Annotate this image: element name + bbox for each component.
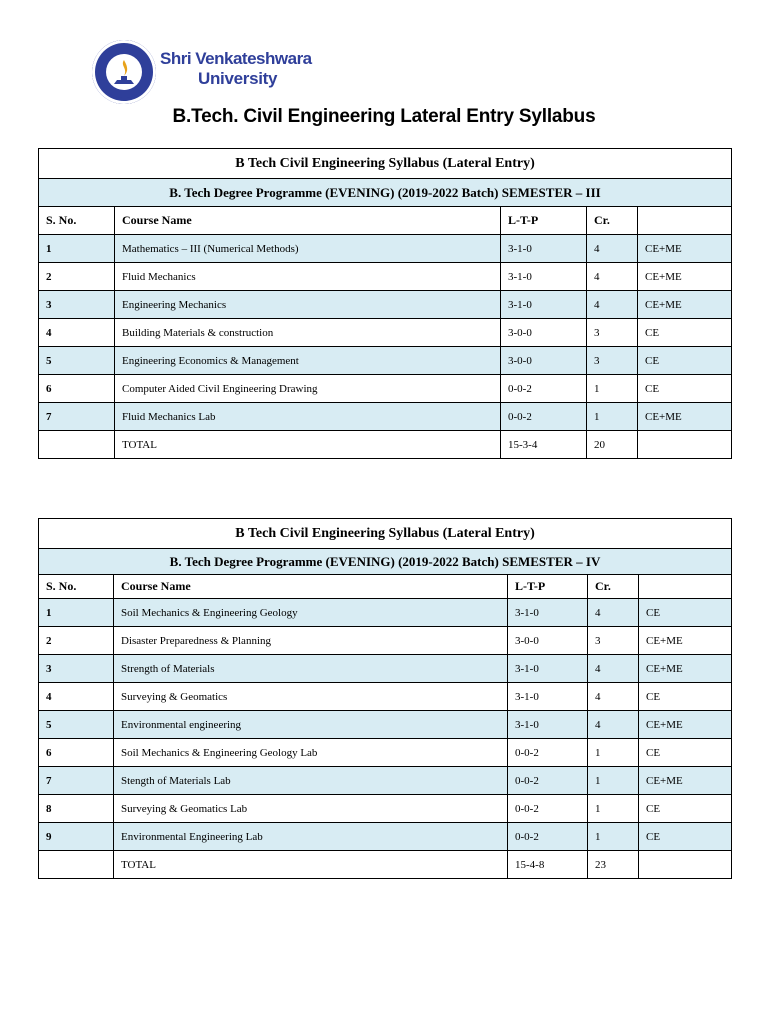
course-name-cell: Surveying & Geomatics <box>114 683 508 711</box>
branch-cell: CE <box>639 599 732 627</box>
ltp-cell: 3-1-0 <box>501 235 587 263</box>
sno-cell: 6 <box>39 375 115 403</box>
branch-cell: CE+ME <box>639 627 732 655</box>
semester-iii-table <box>38 148 732 459</box>
sno-cell: 2 <box>39 263 115 291</box>
university-logo <box>92 40 312 104</box>
ltp-cell: 3-1-0 <box>508 683 588 711</box>
column-header-sno: S. No. <box>39 575 114 599</box>
sno-cell: 1 <box>39 599 114 627</box>
course-name-cell: Soil Mechanics & Engineering Geology Lab <box>114 739 508 767</box>
column-header-course-name: Course Name <box>114 575 508 599</box>
table-heading: B Tech Civil Engineering Syllabus (Lateral Entry) <box>39 519 732 549</box>
ltp-cell: 3-1-0 <box>508 711 588 739</box>
course-name-cell: Environmental engineering <box>114 711 508 739</box>
table-subheading: B. Tech Degree Programme (EVENING) (2019-2022 Batch) SEMESTER – IV <box>39 549 732 575</box>
sno-cell: 3 <box>39 655 114 683</box>
table-row <box>39 235 732 263</box>
credits-cell: 3 <box>587 347 638 375</box>
ltp-cell: 0-0-2 <box>508 739 588 767</box>
credits-cell: 4 <box>587 263 638 291</box>
table-row <box>39 599 732 627</box>
page-title: B.Tech. Civil Engineering Lateral Entry Syllabus <box>172 106 596 127</box>
semester-iv-table <box>38 518 732 879</box>
course-name-cell: Fluid Mechanics <box>115 263 501 291</box>
column-header-branch <box>638 207 732 235</box>
course-name-cell: Strength of Materials <box>114 655 508 683</box>
ltp-cell: 0-0-2 <box>501 375 587 403</box>
sno-cell: 2 <box>39 627 114 655</box>
ltp-cell: 3-1-0 <box>508 655 588 683</box>
total-row <box>39 851 732 879</box>
credits-cell: 3 <box>588 627 639 655</box>
total-branch-cell <box>639 851 732 879</box>
course-name-cell: Computer Aided Civil Engineering Drawing <box>115 375 501 403</box>
credits-cell: 1 <box>588 767 639 795</box>
course-name-cell: Stength of Materials Lab <box>114 767 508 795</box>
university-seal-icon <box>92 40 156 104</box>
table-row <box>39 263 732 291</box>
table-row <box>39 347 732 375</box>
total-sno-cell <box>39 851 114 879</box>
credits-cell: 1 <box>588 795 639 823</box>
course-name-cell: Surveying & Geomatics Lab <box>114 795 508 823</box>
ltp-cell: 0-0-2 <box>501 403 587 431</box>
branch-cell: CE <box>638 375 732 403</box>
column-header-ltp: L-T-P <box>508 575 588 599</box>
university-name-line2: University <box>198 69 278 88</box>
ltp-cell: 3-0-0 <box>501 347 587 375</box>
sno-cell: 1 <box>39 235 115 263</box>
column-header-course-name: Course Name <box>115 207 501 235</box>
sno-cell: 5 <box>39 711 114 739</box>
university-name <box>160 49 312 89</box>
ltp-cell: 0-0-2 <box>508 795 588 823</box>
credits-cell: 3 <box>587 319 638 347</box>
course-name-cell: Disaster Preparedness & Planning <box>114 627 508 655</box>
branch-cell: CE+ME <box>638 263 732 291</box>
total-branch-cell <box>638 431 732 459</box>
ltp-cell: 0-0-2 <box>508 823 588 851</box>
table-row <box>39 627 732 655</box>
credits-cell: 1 <box>588 823 639 851</box>
sno-cell: 9 <box>39 823 114 851</box>
sno-cell: 8 <box>39 795 114 823</box>
table-row <box>39 319 732 347</box>
course-name-cell: Mathematics – III (Numerical Methods) <box>115 235 501 263</box>
table-heading: B Tech Civil Engineering Syllabus (Lateral Entry) <box>39 149 732 179</box>
ltp-cell: 3-0-0 <box>508 627 588 655</box>
branch-cell: CE <box>639 795 732 823</box>
branch-cell: CE <box>639 739 732 767</box>
sno-cell: 6 <box>39 739 114 767</box>
sno-cell: 3 <box>39 291 115 319</box>
course-name-cell: Soil Mechanics & Engineering Geology <box>114 599 508 627</box>
table-row <box>39 291 732 319</box>
total-credits-cell: 23 <box>588 851 639 879</box>
sno-cell: 7 <box>39 403 115 431</box>
table-row <box>39 823 732 851</box>
total-ltp-cell: 15-3-4 <box>501 431 587 459</box>
branch-cell: CE+ME <box>639 711 732 739</box>
credits-cell: 1 <box>588 739 639 767</box>
ltp-cell: 3-1-0 <box>501 291 587 319</box>
branch-cell: CE+ME <box>639 767 732 795</box>
sno-cell: 5 <box>39 347 115 375</box>
branch-cell: CE+ME <box>639 655 732 683</box>
total-credits-cell: 20 <box>587 431 638 459</box>
ltp-cell: 0-0-2 <box>508 767 588 795</box>
sno-cell: 4 <box>39 683 114 711</box>
total-row <box>39 431 732 459</box>
table-row <box>39 375 732 403</box>
table-row <box>39 655 732 683</box>
column-header-branch <box>639 575 732 599</box>
table-row <box>39 403 732 431</box>
branch-cell: CE <box>638 347 732 375</box>
total-course-name-cell: TOTAL <box>115 431 501 459</box>
course-name-cell: Engineering Mechanics <box>115 291 501 319</box>
course-name-cell: Environmental Engineering Lab <box>114 823 508 851</box>
table-subheading: B. Tech Degree Programme (EVENING) (2019-2022 Batch) SEMESTER – III <box>39 179 732 207</box>
credits-cell: 4 <box>587 235 638 263</box>
table-row <box>39 739 732 767</box>
branch-cell: CE <box>639 683 732 711</box>
credits-cell: 1 <box>587 403 638 431</box>
column-header-credits: Cr. <box>587 207 638 235</box>
total-course-name-cell: TOTAL <box>114 851 508 879</box>
column-header-ltp: L-T-P <box>501 207 587 235</box>
sno-cell: 7 <box>39 767 114 795</box>
branch-cell: CE+ME <box>638 291 732 319</box>
table-row <box>39 767 732 795</box>
ltp-cell: 3-1-0 <box>508 599 588 627</box>
total-ltp-cell: 15-4-8 <box>508 851 588 879</box>
credits-cell: 4 <box>588 599 639 627</box>
ltp-cell: 3-0-0 <box>501 319 587 347</box>
ltp-cell: 3-1-0 <box>501 263 587 291</box>
total-sno-cell <box>39 431 115 459</box>
column-header-sno: S. No. <box>39 207 115 235</box>
branch-cell: CE+ME <box>638 235 732 263</box>
university-name-line1: Shri Venkateshwara <box>160 49 312 68</box>
table-row <box>39 711 732 739</box>
credits-cell: 4 <box>587 291 638 319</box>
branch-cell: CE <box>639 823 732 851</box>
table-row <box>39 683 732 711</box>
table-row <box>39 795 732 823</box>
column-header-credits: Cr. <box>588 575 639 599</box>
sno-cell: 4 <box>39 319 115 347</box>
branch-cell: CE+ME <box>638 403 732 431</box>
credits-cell: 4 <box>588 683 639 711</box>
credits-cell: 1 <box>587 375 638 403</box>
credits-cell: 4 <box>588 711 639 739</box>
course-name-cell: Fluid Mechanics Lab <box>115 403 501 431</box>
branch-cell: CE <box>638 319 732 347</box>
course-name-cell: Engineering Economics & Management <box>115 347 501 375</box>
credits-cell: 4 <box>588 655 639 683</box>
course-name-cell: Building Materials & construction <box>115 319 501 347</box>
